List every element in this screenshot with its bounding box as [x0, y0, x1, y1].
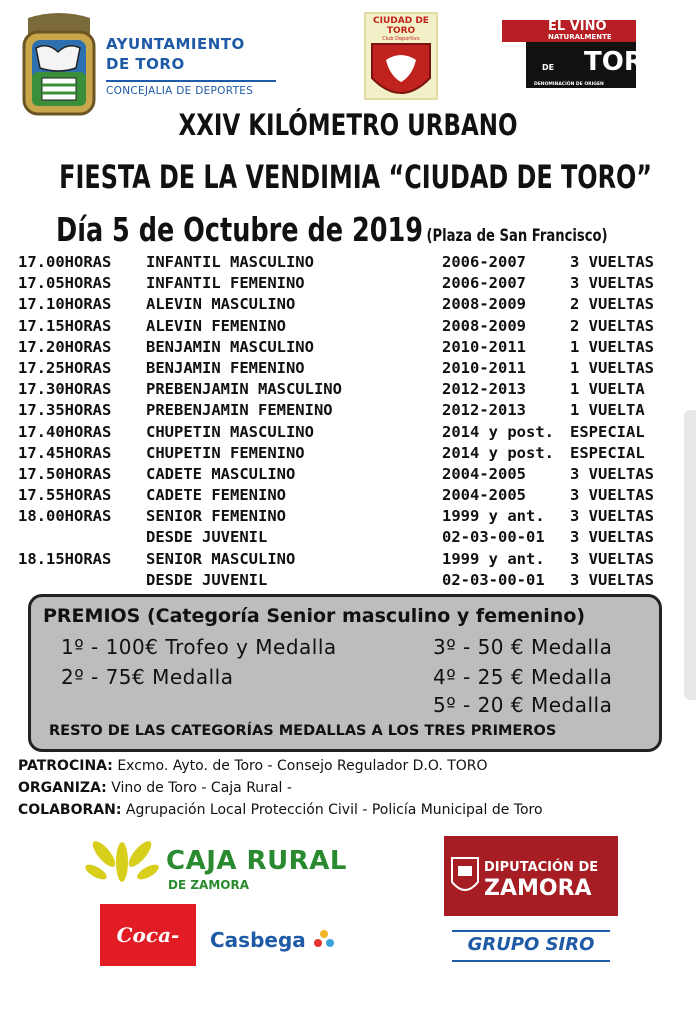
schedule-category: SENIOR FEMENINO	[146, 507, 286, 526]
diputacion-line2: ZAMORA	[484, 876, 592, 901]
vino-de: DE	[542, 63, 555, 72]
schedule-years: 2004-2005	[442, 464, 526, 483]
schedule-years: 2012-2013	[442, 380, 526, 399]
schedule-category: PREBENJAMIN FEMENINO	[146, 401, 333, 420]
colaboran-text: Agrupación Local Protección Civil - Policía Municipal de Toro	[125, 802, 543, 818]
premios-footer: RESTO DE LAS CATEGORÍAS MEDALLAS A LOS TRES PRIMEROS	[49, 723, 557, 739]
schedule-category: CHUPETIN FEMENINO	[146, 443, 305, 462]
schedule-category: CHUPETIN MASCULINO	[146, 422, 314, 441]
date-text: Día 5 de Octubre de 2019	[56, 210, 424, 249]
premio-1: 1º - 100€ Trofeo y Medalla	[61, 635, 337, 659]
organiza-text: Vino de Toro - Caja Rural -	[111, 780, 292, 796]
schedule-category: CADETE FEMENINO	[146, 486, 286, 505]
place-text: (Plaza de San Francisco)	[426, 226, 608, 246]
schedule-time: 17.45HORAS	[18, 443, 112, 462]
schedule-category: BENJAMIN FEMENINO	[146, 358, 305, 377]
schedule-time: 18.15HORAS	[18, 549, 112, 568]
schedule-row	[18, 273, 678, 294]
schedule-row	[18, 506, 678, 527]
vino-do: DENOMINACIÓN DE ORIGEN	[534, 82, 604, 87]
schedule-years: 2006-2007	[442, 274, 526, 293]
schedule-years: 1999 y ant.	[442, 507, 545, 526]
colaboran-label: COLABORAN:	[18, 802, 122, 818]
schedule-laps: 3 VUELTAS	[570, 486, 654, 505]
schedule-laps: 3 VUELTAS	[570, 570, 654, 589]
title-line1: XXIV KILÓMETRO URBANO	[178, 108, 518, 142]
schedule-years: 2006-2007	[442, 253, 526, 271]
grupo-siro-logo	[444, 926, 618, 964]
wheat-icon	[82, 832, 162, 896]
vino-de-toro-logo	[502, 19, 666, 92]
siro-text: GRUPO SIRO	[467, 934, 595, 955]
schedule-years: 2004-2005	[442, 486, 526, 505]
casbega-logo	[210, 928, 335, 952]
schedule-years: 2012-2013	[442, 401, 526, 420]
ayuntamiento-rule	[106, 80, 276, 82]
event-date	[56, 210, 608, 249]
siro-line-bottom	[452, 960, 610, 962]
credit-organiza	[18, 780, 292, 796]
schedule-row	[18, 379, 678, 400]
schedule-row	[18, 337, 678, 358]
schedule-laps: 3 VUELTAS	[570, 253, 654, 271]
schedule-row	[18, 570, 678, 591]
schedule-category: PREBENJAMIN MASCULINO	[146, 380, 342, 399]
concejalia-label: CONCEJALIA DE DEPORTES	[106, 85, 254, 97]
schedule-time: 17.25HORAS	[18, 358, 112, 377]
schedule-time: 17.35HORAS	[18, 401, 112, 420]
schedule-row	[18, 422, 678, 443]
schedule-years: 02-03-00-01	[442, 528, 545, 547]
schedule-laps: 3 VUELTAS	[570, 507, 654, 526]
schedule-time: 17.15HORAS	[18, 316, 112, 335]
ayuntamiento-logo	[106, 34, 276, 97]
schedule-row	[18, 549, 678, 570]
casbega-text: Casbega	[210, 928, 306, 952]
schedule-years: 2010-2011	[442, 337, 526, 356]
schedule-category: SENIOR MASCULINO	[146, 549, 296, 568]
schedule-laps: 3 VUELTAS	[570, 528, 654, 547]
schedule-years: 2010-2011	[442, 358, 526, 377]
schedule-years: 02-03-00-01	[442, 570, 545, 589]
schedule-years: 2008-2009	[442, 295, 526, 314]
schedule-time: 17.55HORAS	[18, 486, 112, 505]
premio-5: 5º - 20 € Medalla	[433, 693, 613, 717]
schedule-row	[18, 252, 678, 273]
schedule-laps: 2 VUELTAS	[570, 316, 654, 335]
schedule-laps: 1 VUELTA	[570, 401, 645, 420]
club-sub: Club Deportivo	[382, 36, 420, 42]
schedule-time: 17.10HORAS	[18, 295, 112, 314]
page-edge-shadow	[684, 410, 696, 700]
coca-cola-logo	[100, 904, 196, 1009]
schedule-laps: 2 VUELTAS	[570, 295, 654, 314]
schedule-category: INFANTIL MASCULINO	[146, 253, 314, 271]
diputacion-zamora-logo	[444, 836, 618, 916]
schedule-laps: ESPECIAL	[570, 422, 645, 441]
schedule-years: 1999 y ant.	[442, 549, 545, 568]
schedule-row	[18, 464, 678, 485]
premios-box	[28, 594, 662, 752]
diputacion-line1: DIPUTACIÓN DE	[484, 860, 599, 875]
club-bull-icon	[366, 42, 436, 106]
schedule-time: 17.05HORAS	[18, 274, 112, 293]
diputacion-crest-icon	[448, 852, 482, 902]
schedule-row	[18, 294, 678, 315]
schedule-category: BENJAMIN MASCULINO	[146, 337, 314, 356]
coca-cola-text: Coca-Cola	[116, 923, 180, 1009]
patrocina-text: Excmo. Ayto. de Toro - Consejo Regulador D.O. TORO	[117, 758, 488, 774]
schedule-laps: 1 VUELTAS	[570, 337, 654, 356]
schedule-row	[18, 443, 678, 464]
schedule-time: 17.40HORAS	[18, 422, 112, 441]
schedule-row	[18, 400, 678, 421]
premios-heading: PREMIOS (Categoría Senior masculino y femenino)	[43, 605, 586, 627]
casbega-drops-icon	[313, 928, 335, 952]
club-ciudad-de-toro-logo	[364, 12, 438, 100]
schedule-category: ALEVIN MASCULINO	[146, 295, 296, 314]
schedule-years: 2014 y post.	[442, 443, 554, 462]
credit-patrocina	[18, 758, 488, 774]
premio-3: 3º - 50 € Medalla	[433, 635, 613, 659]
schedule-category: ALEVIN FEMENINO	[146, 316, 286, 335]
schedule-time: 17.00HORAS	[18, 253, 112, 271]
schedule-category: DESDE JUVENIL	[146, 528, 268, 547]
siro-line-top	[452, 930, 610, 932]
patrocina-label: PATROCINA:	[18, 758, 113, 774]
schedule-years: 2008-2009	[442, 316, 526, 335]
ayuntamiento-line2: DE TORO	[106, 55, 185, 73]
organiza-label: ORGANIZA:	[18, 780, 107, 796]
premio-4: 4º - 25 € Medalla	[433, 665, 613, 689]
schedule-row	[18, 316, 678, 337]
schedule-row	[18, 485, 678, 506]
credit-colaboran	[18, 802, 543, 818]
club-name: CIUDAD DE TORO	[373, 16, 429, 36]
schedule-years: 2014 y post.	[442, 422, 554, 441]
schedule-row	[18, 358, 678, 379]
schedule-time: 17.20HORAS	[18, 337, 112, 356]
schedule-laps: 3 VUELTAS	[570, 274, 654, 293]
schedule-row	[18, 527, 678, 548]
schedule-category: INFANTIL FEMENINO	[146, 274, 305, 293]
vino-top: EL VINO NATURALMENTE	[502, 20, 636, 42]
schedule-time: 18.00HORAS	[18, 507, 112, 526]
schedule-table	[18, 252, 678, 591]
premio-2: 2º - 75€ Medalla	[61, 665, 234, 689]
caja-rural-name: CAJA RURAL	[166, 846, 347, 876]
vino-toro: TORO	[584, 47, 666, 77]
schedule-category: DESDE JUVENIL	[146, 570, 268, 589]
vino-bottom	[526, 42, 666, 88]
schedule-laps: 3 VUELTAS	[570, 549, 654, 568]
caja-rural-logo	[82, 832, 350, 896]
caja-rural-sub: DE ZAMORA	[168, 878, 249, 892]
title-line2: FIESTA DE LA VENDIMIA “CIUDAD DE TORO”	[59, 158, 653, 196]
schedule-laps: ESPECIAL	[570, 443, 645, 462]
schedule-time: 17.30HORAS	[18, 380, 112, 399]
schedule-laps: 1 VUELTA	[570, 380, 645, 399]
schedule-laps: 1 VUELTAS	[570, 358, 654, 377]
schedule-time: 17.50HORAS	[18, 464, 112, 483]
vino-top-small: NATURALMENTE	[548, 33, 612, 41]
ayuntamiento-line1: AYUNTAMIENTO	[106, 35, 245, 53]
schedule-laps: 3 VUELTAS	[570, 464, 654, 483]
schedule-category: CADETE MASCULINO	[146, 464, 296, 483]
